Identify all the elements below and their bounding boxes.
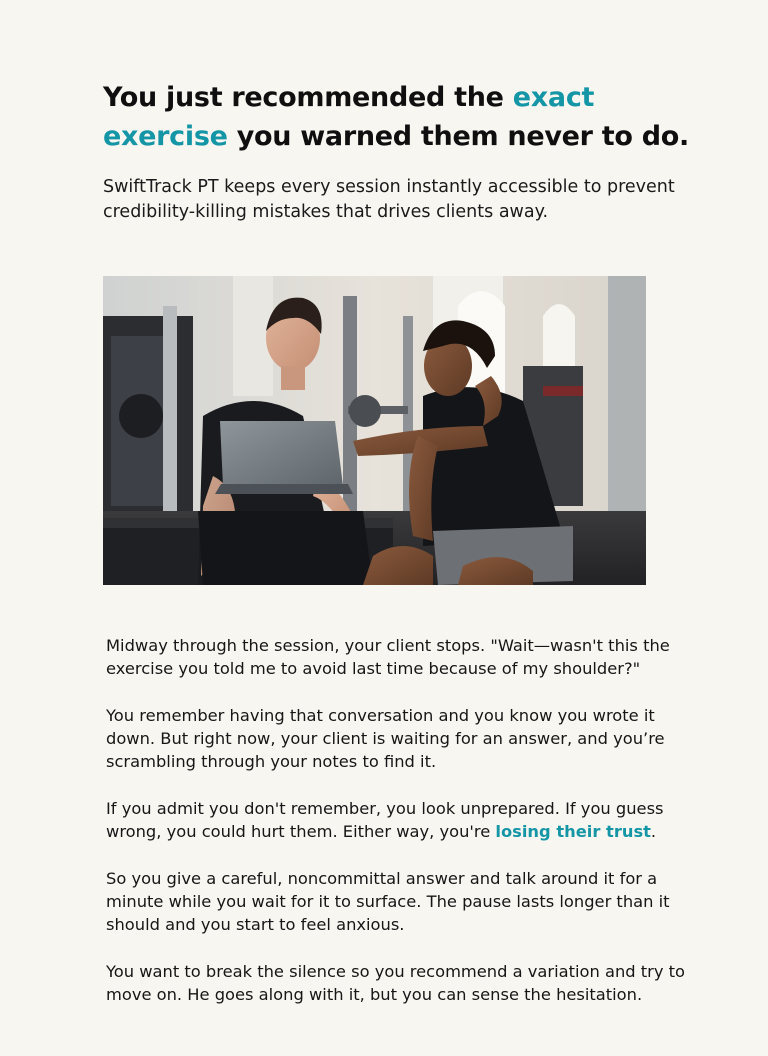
headline-part-2: you warned them never to do. bbox=[227, 121, 689, 152]
story-body bbox=[106, 634, 686, 1030]
subheadline: SwiftTrack PT keeps every session instantly accessible to prevent credibility-killing mistakes that drives clients away. bbox=[103, 177, 675, 222]
story-paragraph-5: You want to break the silence so you recommend a variation and try to move on. He goes along with it, but you can sense the hesitation. bbox=[106, 962, 686, 1004]
story-paragraph-2: You remember having that conversation and you know you wrote it down. But right now, your client is waiting for an answer, and you’re scrambling through your notes to find it. bbox=[106, 706, 665, 771]
headline-part-1: You just recommended the bbox=[103, 82, 513, 113]
page-headline bbox=[103, 78, 703, 156]
story-paragraph-3-end: . bbox=[650, 822, 657, 841]
hero-photo-trainer-and-client-with-laptop bbox=[103, 276, 646, 585]
story-paragraph-1: Midway through the session, your client stops. "Wait—wasn't this the exercise you told me to avoid last time because of my shoulder?" bbox=[106, 636, 670, 678]
headline-accent: exact exercise bbox=[103, 82, 595, 152]
losing-their-trust-highlight: losing their trust bbox=[495, 822, 651, 841]
story-paragraph-3 bbox=[106, 797, 686, 843]
story-paragraph-3-text: If you admit you don't remember, you look unprepared. If you guess wrong, you could hurt them. Either way, you're bbox=[106, 799, 664, 841]
story-paragraph-4: So you give a careful, noncommittal answer and talk around it for a minute while you wait for it to surface. The pause lasts longer than it should and you start to feel anxious. bbox=[106, 869, 670, 934]
